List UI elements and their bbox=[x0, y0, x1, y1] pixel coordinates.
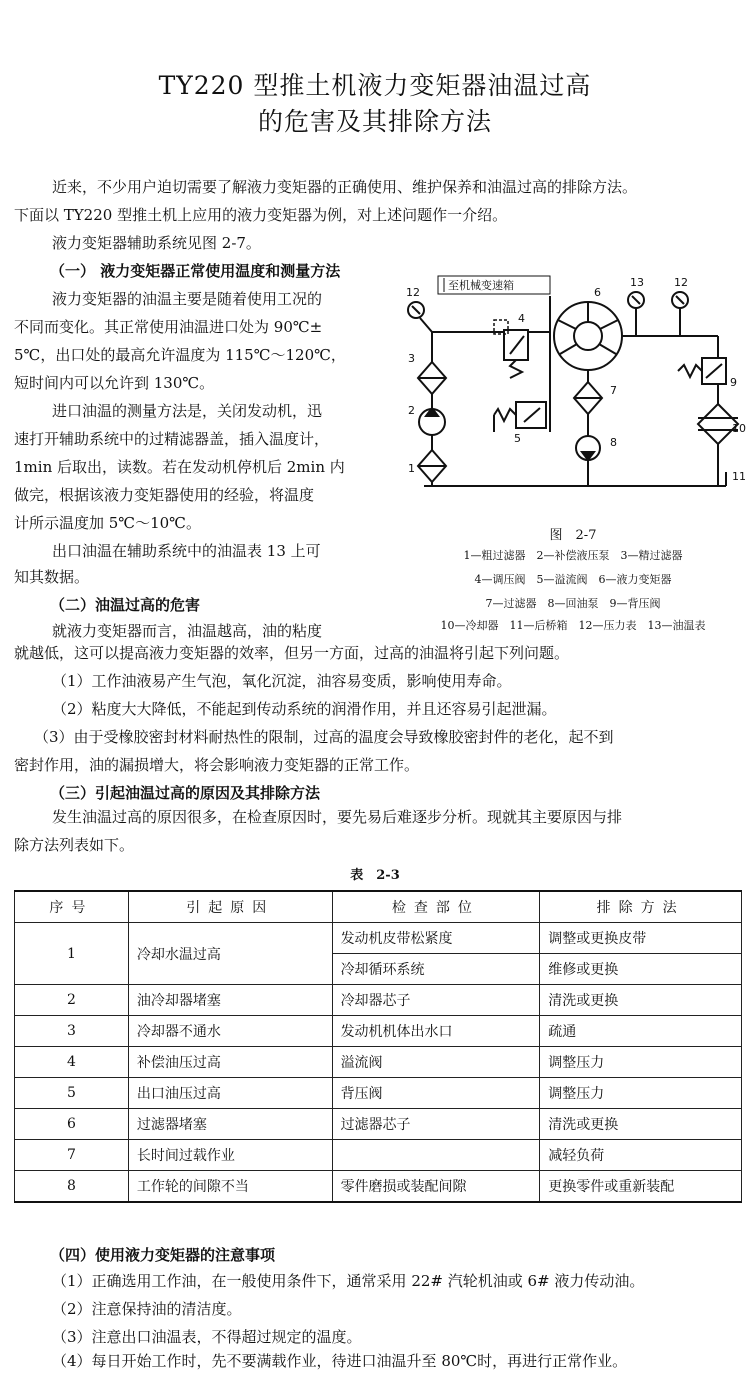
label-13: 13 bbox=[630, 276, 644, 289]
table-row bbox=[15, 1109, 742, 1140]
intro-line-3: 液力变矩器辅助系统见图 2-7。 bbox=[52, 234, 261, 252]
table-caption: 表 2-3 bbox=[350, 868, 400, 883]
cell-check bbox=[332, 1140, 540, 1171]
s4-line: （1）正确选用工作油，在一般使用条件下，通常采用 22# 汽轮机油或 6# 液力传动油。 bbox=[52, 1272, 645, 1290]
label-12-right: 12 bbox=[674, 276, 688, 289]
s4-line: （2）注意保持油的清洁度。 bbox=[52, 1300, 242, 1318]
label-4: 4 bbox=[518, 312, 525, 325]
cell-fix: 清洗或更换 bbox=[540, 985, 742, 1016]
s1-line: 速打开辅助系统中的过精滤器盖，插入温度计， bbox=[14, 430, 330, 448]
section-1-heading: （一） 液力变矩器正常使用温度和测量方法 bbox=[50, 262, 341, 280]
s2-line: （2）粘度大大降低，不能起到传动系统的润滑作用，并且还容易引起泄漏。 bbox=[52, 700, 557, 718]
figure-legend-line: 7—过滤器 8—回油泵 9—背压阀 bbox=[485, 597, 661, 610]
cell-cause: 工作轮的间隙不当 bbox=[128, 1171, 332, 1203]
s4-line: （4）每日开始工作时，先不要满载作业，待进口油温升至 80℃时，再进行正常作业。 bbox=[52, 1352, 628, 1370]
intro-line-2: 下面以 TY220 型推土机上应用的液力变矩器为例，对上述问题作一介绍。 bbox=[14, 206, 508, 224]
label-6: 6 bbox=[594, 286, 601, 299]
cell-no: 4 bbox=[15, 1047, 129, 1078]
cell-fix: 减轻负荷 bbox=[540, 1140, 742, 1171]
figure-tag-label: 至机械变速箱 bbox=[448, 279, 514, 292]
col-header-fix: 排除方法 bbox=[540, 891, 742, 923]
cell-fix: 调整或更换皮带 bbox=[540, 923, 742, 954]
page-title: TY220 型推土机液力变矩器油温过高 bbox=[158, 71, 592, 100]
table-row bbox=[15, 1016, 742, 1047]
cell-cause: 油冷却器堵塞 bbox=[128, 985, 332, 1016]
label-1: 1 bbox=[408, 462, 415, 475]
section-4-heading: （四）使用液力变矩器的注意事项 bbox=[50, 1246, 276, 1264]
cell-no: 7 bbox=[15, 1140, 129, 1171]
section-3-heading: （三）引起油温过高的原因及其排除方法 bbox=[50, 784, 321, 802]
section-2-heading: （二）油温过高的危害 bbox=[50, 596, 201, 614]
cell-cause: 过滤器堵塞 bbox=[128, 1109, 332, 1140]
figure-legend-line: 10—冷却器 11—后桥箱 12—压力表 13—油温表 bbox=[440, 619, 706, 632]
cell-no: 1 bbox=[15, 923, 129, 985]
table-row bbox=[15, 985, 742, 1016]
cell-cause: 长时间过载作业 bbox=[128, 1140, 332, 1171]
cell-no: 8 bbox=[15, 1171, 129, 1203]
page-subtitle: 的危害及其排除方法 bbox=[257, 107, 492, 136]
cell-check: 背压阀 bbox=[332, 1078, 540, 1109]
cell-check: 发动机机体出水口 bbox=[332, 1016, 540, 1047]
cell-cause: 冷却器不通水 bbox=[128, 1016, 332, 1047]
figure-legend-line: 1—粗过滤器 2—补偿液压泵 3—精过滤器 bbox=[463, 549, 683, 562]
figure-caption: 图 2-7 bbox=[549, 528, 597, 543]
s1-line: 1min 后取出，读数。若在发动机停机后 2min 内 bbox=[14, 458, 345, 476]
s1-line: 做完，根据该液力变矩器使用的经验，将温度 bbox=[14, 486, 315, 504]
cell-check: 零件磨损或装配间隙 bbox=[332, 1171, 540, 1203]
s2-line: （1）工作油液易产生气泡，氧化沉淀，油容易变质，影响使用寿命。 bbox=[52, 672, 512, 690]
table-header-row bbox=[15, 891, 742, 923]
cell-cause: 出口油压过高 bbox=[128, 1078, 332, 1109]
label-2: 2 bbox=[408, 404, 415, 417]
cause-table bbox=[14, 890, 742, 1203]
table-row bbox=[15, 1078, 742, 1109]
cell-check: 冷却循环系统 bbox=[332, 954, 540, 985]
s1-line: 出口油温在辅助系统中的油温表 13 上可 bbox=[52, 542, 321, 560]
s1-line: 知其数据。 bbox=[14, 568, 90, 586]
table-row bbox=[15, 1171, 742, 1203]
col-header-cause: 引起原因 bbox=[128, 891, 332, 923]
table-row bbox=[15, 923, 742, 954]
table-row bbox=[15, 1047, 742, 1078]
cell-no: 2 bbox=[15, 985, 129, 1016]
cell-no: 5 bbox=[15, 1078, 129, 1109]
cell-no: 6 bbox=[15, 1109, 129, 1140]
s2-line: 就液力变矩器而言，油温越高，油的粘度 bbox=[52, 622, 323, 640]
cell-fix: 调整压力 bbox=[540, 1047, 742, 1078]
cell-fix: 维修或更换 bbox=[540, 954, 742, 985]
hydraulic-system-diagram bbox=[400, 272, 746, 516]
cell-check: 溢流阀 bbox=[332, 1047, 540, 1078]
cell-cause: 补偿油压过高 bbox=[128, 1047, 332, 1078]
s4-line: （3）注意出口油温表，不得超过规定的温度。 bbox=[52, 1328, 362, 1346]
s1-line: 不同而变化。其正常使用油温进口处为 90℃± bbox=[14, 318, 323, 336]
s2-line: 密封作用，油的漏损增大，将会影响液力变矩器的正常工作。 bbox=[14, 756, 420, 774]
cell-check: 发动机皮带松紧度 bbox=[332, 923, 540, 954]
s1-line: 5℃，出口处的最高允许温度为 115℃～120℃， bbox=[14, 346, 346, 364]
table-row bbox=[15, 1140, 742, 1171]
s1-line: 短时间内可以允许到 130℃。 bbox=[14, 374, 215, 392]
cell-fix: 调整压力 bbox=[540, 1078, 742, 1109]
cell-check: 过滤器芯子 bbox=[332, 1109, 540, 1140]
label-3: 3 bbox=[408, 352, 415, 365]
col-header-no: 序号 bbox=[15, 891, 129, 923]
cell-fix: 清洗或更换 bbox=[540, 1109, 742, 1140]
cell-fix: 疏通 bbox=[540, 1016, 742, 1047]
col-header-check: 检查部位 bbox=[332, 891, 540, 923]
label-7: 7 bbox=[610, 384, 617, 397]
label-11: 11 bbox=[732, 470, 746, 483]
cell-check: 冷却器芯子 bbox=[332, 985, 540, 1016]
intro-line-1: 近来，不少用户迫切需要了解液力变矩器的正确使用、维护保养和油温过高的排除方法。 bbox=[52, 178, 638, 196]
label-9: 9 bbox=[730, 376, 737, 389]
label-10: 10 bbox=[732, 422, 746, 435]
label-5: 5 bbox=[514, 432, 521, 445]
s1-line: 液力变矩器的油温主要是随着使用工况的 bbox=[52, 290, 323, 308]
s2-line: 就越低，这可以提高液力变矩器的效率，但另一方面，过高的油温将引起下列问题。 bbox=[14, 644, 570, 662]
s2-line: （3）由于受橡胶密封材料耐热性的限制，过高的温度会导致橡胶密封件的老化，起不到 bbox=[34, 728, 614, 746]
cell-no: 3 bbox=[15, 1016, 129, 1047]
label-12-left: 12 bbox=[406, 286, 420, 299]
s3-line: 发生油温过高的原因很多，在检查原因时，要先易后难逐步分析。现就其主要原因与排 bbox=[52, 808, 623, 826]
label-8: 8 bbox=[610, 436, 617, 449]
cell-fix: 更换零件或重新装配 bbox=[540, 1171, 742, 1203]
figure-legend-line: 4—调压阀 5—溢流阀 6—液力变矩器 bbox=[474, 573, 672, 586]
cell-cause: 冷却水温过高 bbox=[128, 923, 332, 985]
s3-line: 除方法列表如下。 bbox=[14, 836, 135, 854]
s1-line: 计所示温度加 5℃～10℃。 bbox=[14, 514, 201, 532]
s1-line: 进口油温的测量方法是，关闭发动机，迅 bbox=[52, 402, 323, 420]
